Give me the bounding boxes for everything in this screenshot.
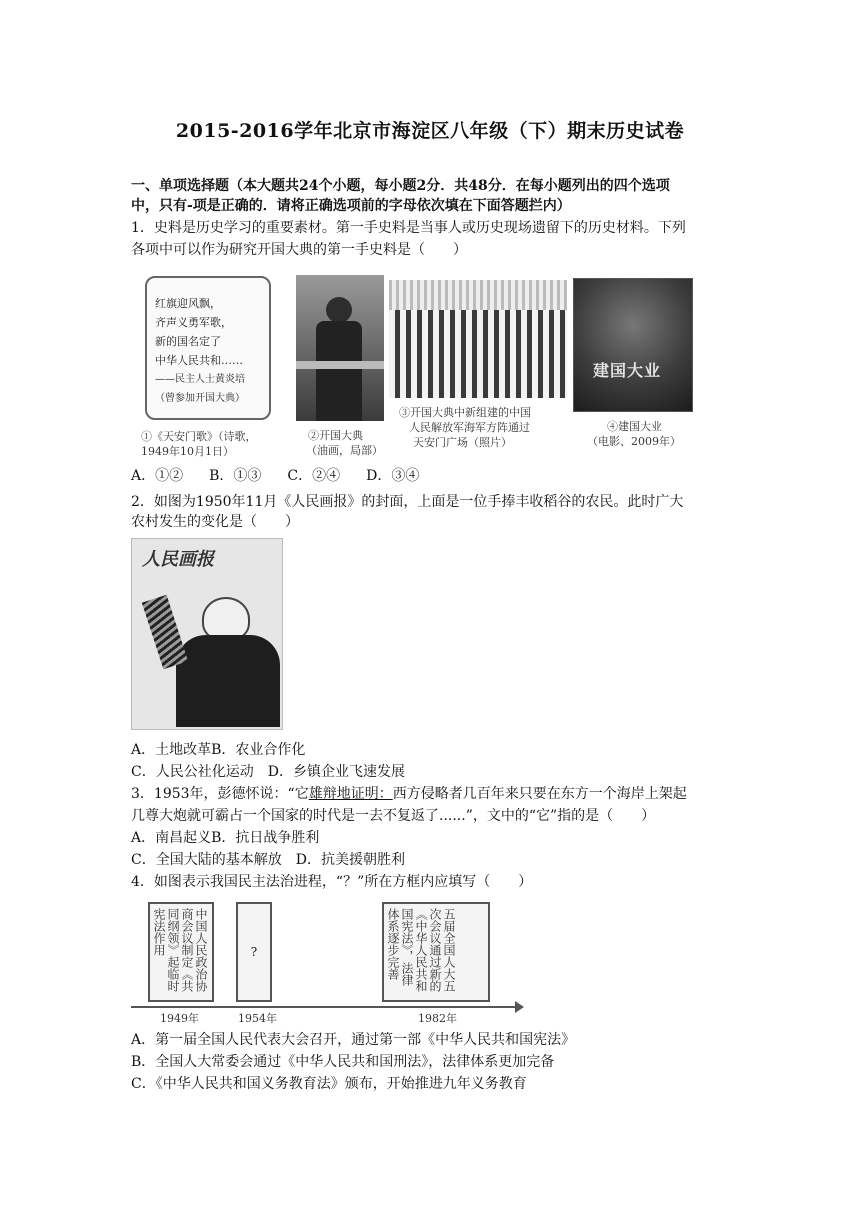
q1-image-poem bbox=[131, 270, 289, 458]
timeline-year-1949: 1949年 bbox=[160, 1012, 199, 1025]
page-title: 2015-2016学年北京市海淀区八年级（下）期末历史试卷 bbox=[175, 120, 685, 142]
figure-head bbox=[326, 297, 352, 323]
q2-options-row1 bbox=[131, 740, 305, 760]
poem-line: ——民主人士黄炎培 bbox=[155, 374, 245, 385]
q3-underlined: 雄辩地证明： bbox=[308, 786, 393, 802]
q1-option-c: C．②④ bbox=[287, 468, 341, 484]
timeline-axis bbox=[131, 1006, 517, 1008]
timeline-arrow-icon bbox=[515, 1001, 524, 1013]
q1-caption-3b: 人民解放军海军方阵通过 bbox=[409, 421, 530, 434]
figure-body bbox=[316, 321, 362, 421]
q1-stem-line2: 各项中可以作为研究开国大典的第一手史料是（ ） bbox=[131, 242, 467, 258]
q1-option-b: B．①③ bbox=[209, 468, 262, 484]
q1-image-painting bbox=[296, 275, 384, 458]
q2-options-row2 bbox=[131, 762, 405, 782]
poem-line: 红旗迎风飘， bbox=[155, 297, 221, 310]
farmer-body bbox=[176, 635, 280, 727]
q1-caption-4: ④建国大业 bbox=[607, 420, 662, 433]
q1-caption-2b: （油画，局部） bbox=[306, 444, 383, 457]
q3-stem-line1 bbox=[131, 784, 687, 804]
q3-option-b: B．抗日战争胜利 bbox=[211, 830, 320, 846]
timeline-box-question: ? bbox=[236, 902, 272, 1002]
q3-options-row1 bbox=[131, 828, 319, 848]
q1-caption-1: ①《天安门歌》（诗歌， bbox=[141, 430, 257, 443]
q1-option-a: A．①② bbox=[131, 468, 184, 484]
q3-text: 西方侵略者几百年来只要在东方一个海岸上架起 bbox=[392, 786, 687, 802]
poem-line: 新的国名定了 bbox=[155, 335, 221, 348]
q3-options-row2 bbox=[131, 850, 405, 870]
q3-stem-line2: 几尊大炮就可霸占一个国家的时代是一去不复返了......”，文中的“它”指的是（ ） bbox=[131, 808, 656, 824]
timeline-year-1954: 1954年 bbox=[238, 1012, 277, 1025]
poem-line: （曾参加开国大典） bbox=[155, 393, 245, 404]
section-heading-line1: 一、单项选择题（本大题共24个小题，每小题2分．共48分．在每小题列出的四个选项 bbox=[131, 178, 670, 194]
q1-caption-4b: （电影、2009年） bbox=[587, 435, 681, 448]
poster-title: 建国大业 bbox=[593, 361, 662, 380]
q1-caption-3c: 天安门广场（照片） bbox=[413, 436, 512, 449]
q3-option-a: A．南昌起义 bbox=[131, 830, 212, 846]
q4-stem: 4．如图表示我国民主法治进程，“？”所在方框内应填写（ ） bbox=[131, 874, 533, 890]
q1-options bbox=[131, 466, 445, 486]
poem-line: 齐声义勇军歌， bbox=[155, 316, 232, 329]
q1-caption-2: ②开国大典 bbox=[308, 429, 363, 442]
timeline-box-1982: 五届全国人大五次会议通过新的《中华人民共和国宪法》，法律体系逐步完善 bbox=[382, 902, 490, 1002]
q4-option-a: A．第一届全国人民代表大会召开，通过第一部《中华人民共和国宪法》 bbox=[131, 1032, 576, 1048]
q2-stem-line1: 2．如图为1950年11月《人民画报》的封面，上面是一位手捧丰收稻谷的农民。此时广大 bbox=[131, 494, 684, 510]
q2-option-d: D．乡镇企业飞速发展 bbox=[267, 764, 405, 780]
cover-title: 人民画报 bbox=[142, 549, 214, 570]
timeline-box-1949: 中国人民政治协商会议制定《共同纲领》起临时宪法作用 bbox=[148, 902, 214, 1002]
timeline-year-1982: 1982年 bbox=[418, 1012, 457, 1025]
q4-option-b: B．全国人大常委会通过《中华人民共和国刑法》，法律体系更加完备 bbox=[131, 1054, 555, 1070]
q1-option-d: D．③④ bbox=[366, 468, 420, 484]
q3-text: 3．1953年，彭德怀说：“它 bbox=[131, 786, 309, 802]
poem-line: 中华人民共和…… bbox=[155, 354, 243, 367]
section-heading-line2: 中，只有-项是正确的．请将正确选项前的字母依次填在下面答题拦内） bbox=[131, 198, 571, 214]
q1-stem-line1: 1．史料是历史学习的重要素材。第一手史料是当事人或历史现场遗留下的历史材料。下列 bbox=[131, 220, 686, 236]
q3-option-d: D．抗美援朝胜利 bbox=[295, 852, 405, 868]
q1-image-parade bbox=[389, 280, 567, 458]
q4-option-c: C．《中华人民共和国义务教育法》颁布，开始推进九年义务教育 bbox=[131, 1076, 527, 1092]
q1-caption-1b: 1949年10月1日） bbox=[141, 445, 234, 458]
q2-option-b: B．农业合作化 bbox=[211, 742, 306, 758]
rice-sheaf bbox=[142, 595, 188, 670]
q2-magazine-cover bbox=[131, 538, 283, 730]
q1-image-movie-poster bbox=[573, 278, 691, 458]
q2-option-c: C．人民公社化运动 bbox=[131, 764, 254, 780]
q2-option-a: A．土地改革 bbox=[131, 742, 212, 758]
q3-option-c: C．全国大陆的基本解放 bbox=[131, 852, 282, 868]
q1-caption-3: ③开国大典中新组建的中国 bbox=[399, 406, 531, 419]
q2-stem-line2: 农村发生的变化是（ ） bbox=[131, 514, 299, 530]
